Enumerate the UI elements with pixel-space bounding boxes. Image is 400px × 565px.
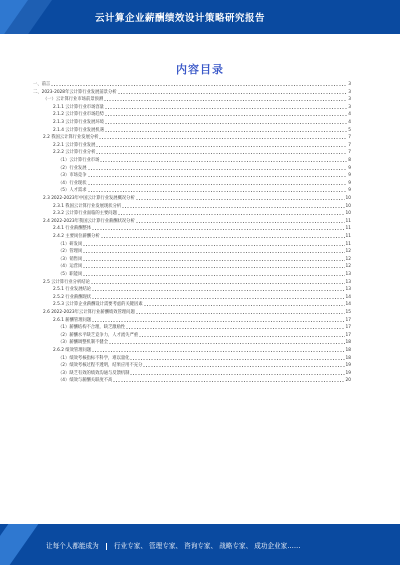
toc-dot-leader [83, 267, 344, 268]
toc-entry-label: 2.1.2 云计算行业市场趋势 [53, 112, 104, 118]
toc-dot-leader [105, 123, 347, 124]
toc-entry[interactable] [58, 264, 351, 270]
toc-dot-leader [143, 366, 344, 367]
toc-dot-leader [83, 245, 344, 246]
toc-entry-label: （2）管理岗 [58, 249, 83, 255]
toc-dot-leader [92, 351, 344, 352]
toc-entry[interactable] [53, 295, 351, 301]
toc-entry[interactable] [58, 242, 351, 248]
toc-entry[interactable] [53, 287, 351, 293]
toc-entry-page: 19 [345, 370, 351, 376]
toc-entry-label: 二、2023-2028年云计算行业发展前景分析 [33, 89, 117, 95]
toc-entry-page: 3 [348, 97, 351, 103]
toc-entry-page: 8 [348, 158, 351, 163]
toc-entry-page: 9 [348, 180, 351, 186]
toc-entry[interactable] [53, 302, 351, 308]
footer-role: 成功企业家…… [254, 542, 301, 550]
toc-entry-page: 12 [345, 249, 351, 255]
toc-entry-page: 12 [345, 256, 351, 262]
toc-entry-label: （4）行业现状 [58, 180, 87, 186]
toc-entry-page: 9 [348, 173, 351, 179]
toc-dot-leader [104, 100, 347, 101]
toc-dot-leader [139, 336, 344, 337]
toc-dot-leader [92, 298, 344, 299]
toc-entry-label: （1）薪酬结构不合理，缺乏激励性 [58, 325, 126, 331]
toc-dot-leader [100, 161, 347, 162]
toc-entry[interactable] [53, 105, 351, 111]
toc-entry-label: 一、前言 [33, 82, 51, 87]
toc-entry[interactable] [58, 272, 351, 278]
toc-entry-label: 2.4.2 主要岗位薪酬分析 [53, 234, 100, 239]
toc-entry-page: 11 [345, 234, 351, 239]
toc-entry[interactable] [58, 363, 351, 369]
toc-entry-label: 2.3.2 云计算行业面临的主要问题 [53, 211, 117, 217]
toc-entry[interactable] [58, 325, 351, 331]
toc-entry[interactable] [58, 257, 351, 263]
toc-entry-label: 2.5.1 行业发展结论 [53, 287, 92, 293]
toc-entry-label: 2.4.1 行业薪酬整体 [53, 226, 92, 232]
toc-entry-page: 18 [345, 340, 351, 346]
toc-entry-page: 17 [345, 332, 351, 338]
toc-entry-page: 4 [348, 112, 351, 118]
toc-dot-leader [130, 374, 344, 375]
toc-entry-label: （4）运营岗 [58, 264, 83, 270]
toc-dot-leader [96, 146, 347, 147]
toc-entry-page: 10 [345, 196, 351, 201]
toc-entry-page: 3 [348, 104, 351, 110]
toc-entry-page: 4 [348, 120, 351, 125]
toc-entry-label: 2.1.3 云计算行业发展环境 [53, 120, 104, 125]
footer-slogan: 让每个人都能成为 行业专家、 管理专家、 咨询专家、 战略专家、 成功企业家…… [46, 542, 301, 550]
toc-dot-leader [136, 222, 345, 223]
toc-entry[interactable] [58, 188, 351, 194]
toc-dot-leader [83, 252, 344, 253]
toc-dot-leader [88, 184, 348, 185]
toc-entry-label: （3）薪酬调整机制不健全 [58, 340, 108, 346]
toc-entry[interactable] [58, 166, 351, 172]
toc-entry[interactable] [58, 158, 351, 164]
toc-entry[interactable] [53, 226, 351, 232]
toc-dot-leader [144, 305, 345, 306]
toc-entry-label: （3）销售岗 [58, 256, 83, 262]
toc-dot-leader [105, 131, 347, 132]
toc-entry-label: 2.3 2022-2023年中国云计算行业发展概况分析 [43, 196, 135, 201]
toc-entry[interactable] [58, 340, 351, 346]
toc-entry[interactable] [43, 97, 351, 103]
toc-entry[interactable] [33, 90, 351, 96]
toc-entry-page: 9 [348, 188, 351, 194]
toc-entry-label: 2.5.2 行业薪酬现状 [53, 294, 92, 300]
toc-entry-label: 2.4 2022-2023年我国云计算行业薪酬状况分析 [43, 218, 135, 224]
toc-dot-leader [136, 199, 345, 200]
toc-entry-page: 11 [345, 241, 351, 247]
toc-dot-leader [118, 93, 348, 94]
toc-entry-page: 10 [345, 203, 351, 209]
toc-entry-page: 11 [345, 218, 351, 224]
toc-dot-leader [105, 108, 347, 109]
toc-entry-label: （1）绩效考核指标不科学，难以量化 [58, 355, 130, 361]
toc-entry[interactable] [58, 371, 351, 377]
footer-role: 战略专家 [219, 542, 246, 550]
toc-entry[interactable] [43, 196, 351, 202]
toc-entry-page: 13 [345, 272, 351, 277]
toc-entry-page: 7 [348, 150, 351, 156]
toc-entry-label: （2）绩效考核过程不透明，结果应用不充分 [58, 363, 143, 369]
toc-entry-label: （4）绩效与薪酬关联度不高 [58, 378, 113, 384]
footer-role: 咨询专家 [184, 542, 211, 550]
toc-entry-page: 10 [345, 211, 351, 217]
toc-dot-leader [118, 214, 345, 215]
toc-dot-leader [92, 290, 344, 291]
report-title: 云计算企业薪酬绩效设计策略研究报告 [95, 13, 266, 24]
toc-entry-page: 7 [348, 135, 351, 141]
toc-entry[interactable] [53, 348, 351, 354]
toc-entry-label: 2.5.3 云计算企业薪酬设计需要考虑的关键因素 [53, 302, 143, 308]
toc-dot-leader [92, 321, 344, 322]
toc-entry-page: 7 [348, 142, 351, 148]
toc-entry-page: 17 [345, 317, 351, 323]
toc-entry-page: 20 [345, 378, 351, 384]
toc-dot-leader [101, 237, 345, 238]
toc-entry-label: （5）人才需求 [58, 188, 87, 194]
toc-entry-label: （3）缺乏有效的绩效沟通与反馈机制 [58, 370, 130, 376]
toc-entry-label: （1）云计算行业市场 [58, 158, 100, 163]
toc-entry-label: （2）薪酬水平缺乏竞争力，人才流失严重 [58, 332, 139, 338]
toc-entry-page: 13 [345, 279, 351, 285]
toc-entry-page: 5 [348, 127, 351, 133]
toc-entry[interactable] [53, 211, 351, 217]
toc-entry[interactable] [43, 310, 351, 316]
toc-entry-page: 12 [345, 264, 351, 270]
toc-entry[interactable] [53, 120, 351, 126]
toc-entry[interactable] [33, 82, 351, 88]
toc-entry-page: 11 [345, 226, 351, 232]
toc-dot-leader [83, 275, 344, 276]
toc-entry[interactable] [53, 150, 351, 156]
toc-dot-leader [92, 229, 344, 230]
toc-entry[interactable] [58, 333, 351, 339]
toc-entry-label: 2.2 我国云计算行业发展分析 [43, 135, 99, 141]
toc-dot-leader [109, 343, 345, 344]
toc-entry[interactable] [53, 112, 351, 118]
toc-entry[interactable] [43, 219, 351, 225]
toc-dot-leader [83, 260, 344, 261]
toc-dot-leader [126, 328, 344, 329]
toc-dot-leader [91, 283, 345, 284]
toc-entry[interactable] [43, 135, 351, 141]
toc-dot-leader [105, 115, 347, 116]
toc-entry[interactable] [53, 128, 351, 134]
toc-dot-leader [122, 207, 344, 208]
toc-entry-page: 18 [345, 355, 351, 361]
toc-entry-label: （3）市场竞争 [58, 173, 87, 179]
toc-entry-label: （1）研发岗 [58, 241, 83, 247]
toc-entry-label: 2.5 云计算行业分析结论 [43, 279, 90, 285]
toc-dot-leader [99, 138, 347, 139]
toc-entry-page: 3 [348, 89, 351, 95]
toc-entry-page: 14 [345, 302, 351, 308]
footer-role: 行业专家 [113, 542, 141, 550]
toc-dot-leader [51, 85, 347, 86]
toc-dot-leader [96, 153, 347, 154]
footer-tagline: 让每个人都能成为 [46, 542, 99, 550]
toc-entry[interactable] [53, 204, 351, 210]
toc-entry-page: 13 [345, 287, 351, 293]
toc-entry[interactable] [58, 173, 351, 179]
toc-entry[interactable] [58, 249, 351, 255]
toc-entry-page: 3 [348, 82, 351, 87]
toc-entry[interactable] [53, 143, 351, 149]
toc-entry-label: （一）云计算行业市场前景预测 [43, 97, 104, 103]
footer-separator [106, 543, 107, 550]
toc-dot-leader [136, 313, 345, 314]
footer-role: 管理专家 [149, 542, 176, 550]
toc-entry-label: 2.3.1 我国云计算行业发展现状分析 [53, 203, 122, 209]
toc-entry[interactable] [58, 356, 351, 362]
toc-heading: 内容目录 [176, 63, 224, 76]
toc-entry-label: 2.6.2 绩效管理问题 [53, 348, 92, 353]
toc-entry-page: 14 [345, 294, 351, 300]
toc-entry-page: 15 [345, 310, 351, 315]
toc-dot-leader [88, 169, 348, 170]
toc-entry[interactable] [58, 378, 351, 384]
toc-entry-label: 2.6 2022-2023年云计算行业薪酬绩效管理问题 [43, 310, 135, 315]
toc-dot-leader [88, 176, 348, 177]
toc-entry-label: 2.1.4 云计算行业发展机遇 [53, 127, 104, 133]
toc-dot-leader [88, 191, 348, 192]
toc-dot-leader [130, 359, 344, 360]
toc-entry[interactable] [58, 181, 351, 187]
toc-entry-page: 17 [345, 325, 351, 331]
toc-entry-label: 2.1.1 云计算行业市场容量 [53, 104, 104, 110]
toc-entry-page: 18 [345, 348, 351, 353]
toc-entry-page: 19 [345, 363, 351, 369]
toc-entry[interactable] [43, 280, 351, 286]
toc-dot-leader [113, 381, 344, 382]
toc-entry-label: （5）职能岗 [58, 272, 83, 277]
toc-entry-label: 2.6.1 薪酬管理问题 [53, 317, 92, 323]
toc-entry-label: 2.2.1 云计算行业发展 [53, 142, 96, 148]
toc-entry-label: 2.2.2 云计算行业分析 [53, 150, 96, 156]
toc-entry-label: （2）行业发展 [58, 165, 87, 171]
toc-entry[interactable] [53, 318, 351, 324]
toc-entry-page: 9 [348, 165, 351, 171]
toc-entry[interactable] [53, 234, 351, 240]
